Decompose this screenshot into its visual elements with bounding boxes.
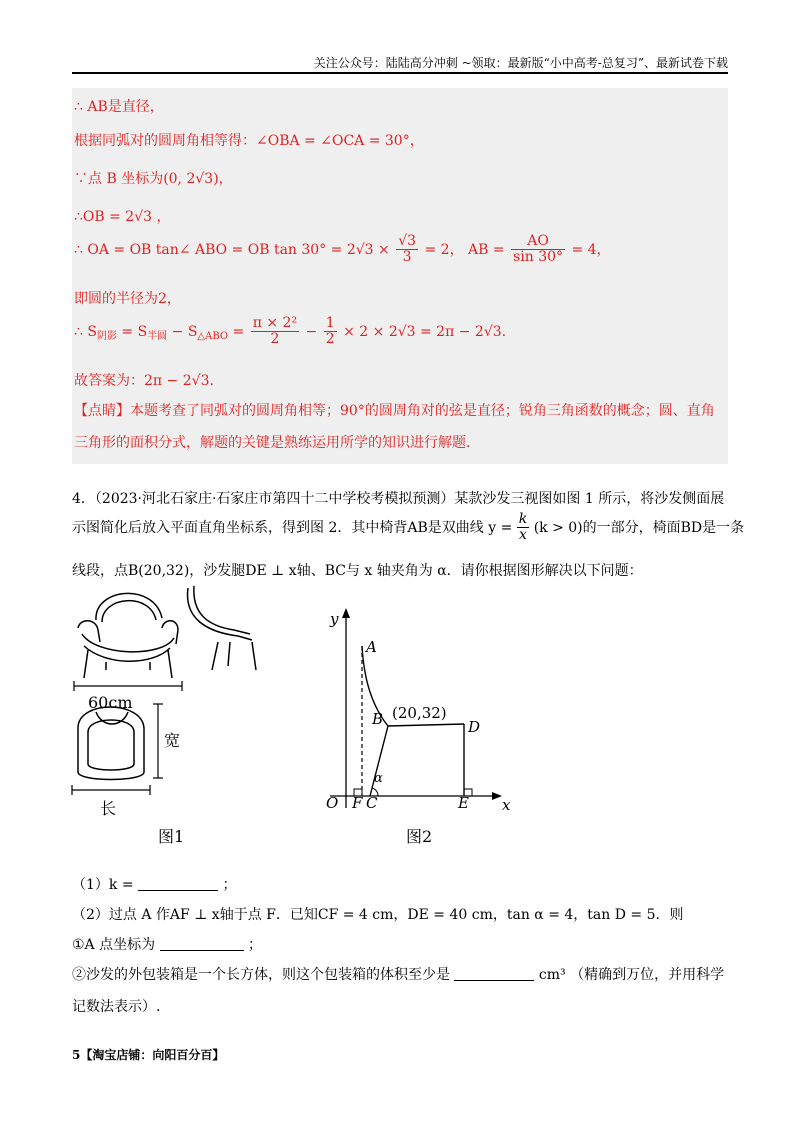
fraction-ao-over-sin30 xyxy=(511,234,565,266)
solution-line-7-c: − S xyxy=(171,323,198,340)
question-intro-line-3: 线段，点B(20,32)，沙发腿DE ⊥ x轴、BC与 x 轴夹角为 α．请你根据图形解决以下问题： xyxy=(72,563,643,579)
solution-line-1: ∴ AB是直径， xyxy=(74,99,164,115)
length-label: 长 xyxy=(100,799,117,818)
solution-comment-1: 【点睛】本题考查了同弧对的圆周角相等；90°的圆周角对的弦是直径；锐角三角函数的概念；圆、直角 xyxy=(74,403,715,419)
solution-answer: 故答案为：2π − 2√3. xyxy=(74,373,214,389)
label-B-coordinate: (20,32) xyxy=(392,704,447,722)
part-1 xyxy=(72,874,236,894)
figure-2-coordinate-diagram xyxy=(300,600,530,850)
label-D: D xyxy=(468,718,481,736)
page-header: 关注公众号：陆陆高分冲刺 ~领取：最新版“小中高考-总复习”、最新试卷下载 xyxy=(313,56,728,70)
volume-unit: cm³ xyxy=(538,967,566,983)
solution-line-4: ∴OB = 2√3 ， xyxy=(74,209,171,225)
question-intro-line-1: 4．（2023·河北石家庄·石家庄市第四十二中学校考模拟预测）某款沙发三视图如图 1 所示，将沙发侧面展 xyxy=(72,491,725,507)
segment-BD xyxy=(388,724,464,726)
fraction-numerator: k xyxy=(518,511,528,527)
sofa-top-view xyxy=(78,707,144,780)
part-1-label: （1）k = xyxy=(72,877,134,893)
label-x: x xyxy=(502,796,511,814)
fraction-numerator: AO xyxy=(511,234,565,250)
label-E: E xyxy=(458,794,469,812)
solution-line-2: 根据同弧对的圆周角相等得：∠OBA = ∠OCA = 30°， xyxy=(74,133,424,149)
part-2-1-end: ； xyxy=(248,937,263,953)
subscript-triangle: △ABO xyxy=(197,330,229,342)
label-y: y xyxy=(330,610,339,628)
part-2: （2）过点 A 作AF ⊥ x轴于点 F．已知CF = 4 cm，DE = 40 cm，tan α = 4，tan D = 5．则 xyxy=(72,907,684,923)
fraction-k-over-x xyxy=(517,512,529,544)
solution-line-7-b: = S xyxy=(121,323,148,340)
part-2-2-end: （精确到万位，并用科学 xyxy=(570,967,725,983)
sofa-front-view xyxy=(78,593,178,678)
part-1-end: ； xyxy=(222,877,237,893)
fraction-denominator: x xyxy=(519,527,527,544)
subscript-semicircle: 半圆 xyxy=(147,330,168,342)
fraction-numerator: √3 xyxy=(398,233,417,249)
label-C: C xyxy=(366,794,378,812)
solution-line-7-d: = xyxy=(232,323,245,340)
figure-2-caption: 图2 xyxy=(406,827,433,846)
solution-line-7-a: ∴ S xyxy=(74,323,97,340)
question-intro-line-2-b: (k > 0)的一部分，椅面BD是一条 xyxy=(533,519,745,536)
fraction-sqrt3-over-3 xyxy=(396,234,418,266)
sofa-side-view xyxy=(188,586,256,670)
answer-blank-a-coordinate[interactable] xyxy=(160,937,244,951)
width-label: 60cm xyxy=(88,693,133,712)
fraction-denominator: 2 xyxy=(325,331,335,348)
fraction-denominator: sin 30° xyxy=(513,249,564,266)
part-2-2 xyxy=(72,964,724,984)
fraction-numerator: π × 2² xyxy=(252,315,298,331)
part-2-1 xyxy=(72,934,262,954)
solution-comment-2: 三角形的面积分式，解题的关键是熟练运用所学的知识进行解题. xyxy=(74,435,471,451)
solution-box xyxy=(72,88,728,464)
figure-1-sofa-views xyxy=(66,578,286,848)
solution-line-5-a: ∴ OA = OB tan∠ ABO = OB tan 30° = 2√3 × xyxy=(74,241,390,258)
figure-1-caption: 图1 xyxy=(158,827,185,846)
fraction-pi-area xyxy=(251,316,299,348)
part-2-2-continuation: 记数法表示）. xyxy=(72,999,161,1015)
answer-blank-k[interactable] xyxy=(138,877,218,891)
header-rule xyxy=(72,72,728,74)
label-F: F xyxy=(352,794,363,812)
solution-line-7-e: − xyxy=(305,323,318,340)
part-2-1-label: ①A 点坐标为 xyxy=(72,937,156,953)
solution-line-7 xyxy=(74,316,506,348)
answer-blank-volume[interactable] xyxy=(454,967,534,981)
part-2-2-label: ②沙发的外包装箱是一个长方体，则这个包装箱的体积至少是 xyxy=(72,967,450,983)
x-axis-arrow xyxy=(492,792,502,800)
label-O: O xyxy=(326,794,339,812)
question-intro-line-2-a: 示图简化后放入平面直角坐标系，得到图 2．其中椅背AB是双曲线 y = xyxy=(72,519,513,536)
subscript-shadow: 阴影 xyxy=(96,330,117,342)
solution-line-5-b: = 2， AB = xyxy=(424,241,505,258)
label-B: B xyxy=(372,710,384,728)
fraction-denominator: 3 xyxy=(402,249,412,266)
solution-line-5 xyxy=(74,234,611,266)
solution-line-7-f: × 2 × 2√3 = 2π − 2√3. xyxy=(343,323,507,340)
solution-line-5-c: = 4， xyxy=(571,241,611,258)
y-axis-arrow xyxy=(342,608,350,618)
fraction-denominator: 2 xyxy=(270,331,280,348)
solution-line-6: 即圆的半径为2， xyxy=(74,291,181,307)
fraction-one-half xyxy=(324,316,337,348)
fraction-numerator: 1 xyxy=(325,315,335,331)
question-intro-line-2 xyxy=(72,512,744,544)
label-A: A xyxy=(366,638,377,656)
label-alpha: α xyxy=(374,771,383,786)
solution-line-3: ∵点 B 坐标为(0, 2√3)， xyxy=(74,171,233,187)
depth-label: 宽 xyxy=(164,731,181,750)
page-footer: 5【淘宝店铺：向阳百分百】 xyxy=(72,1048,225,1062)
